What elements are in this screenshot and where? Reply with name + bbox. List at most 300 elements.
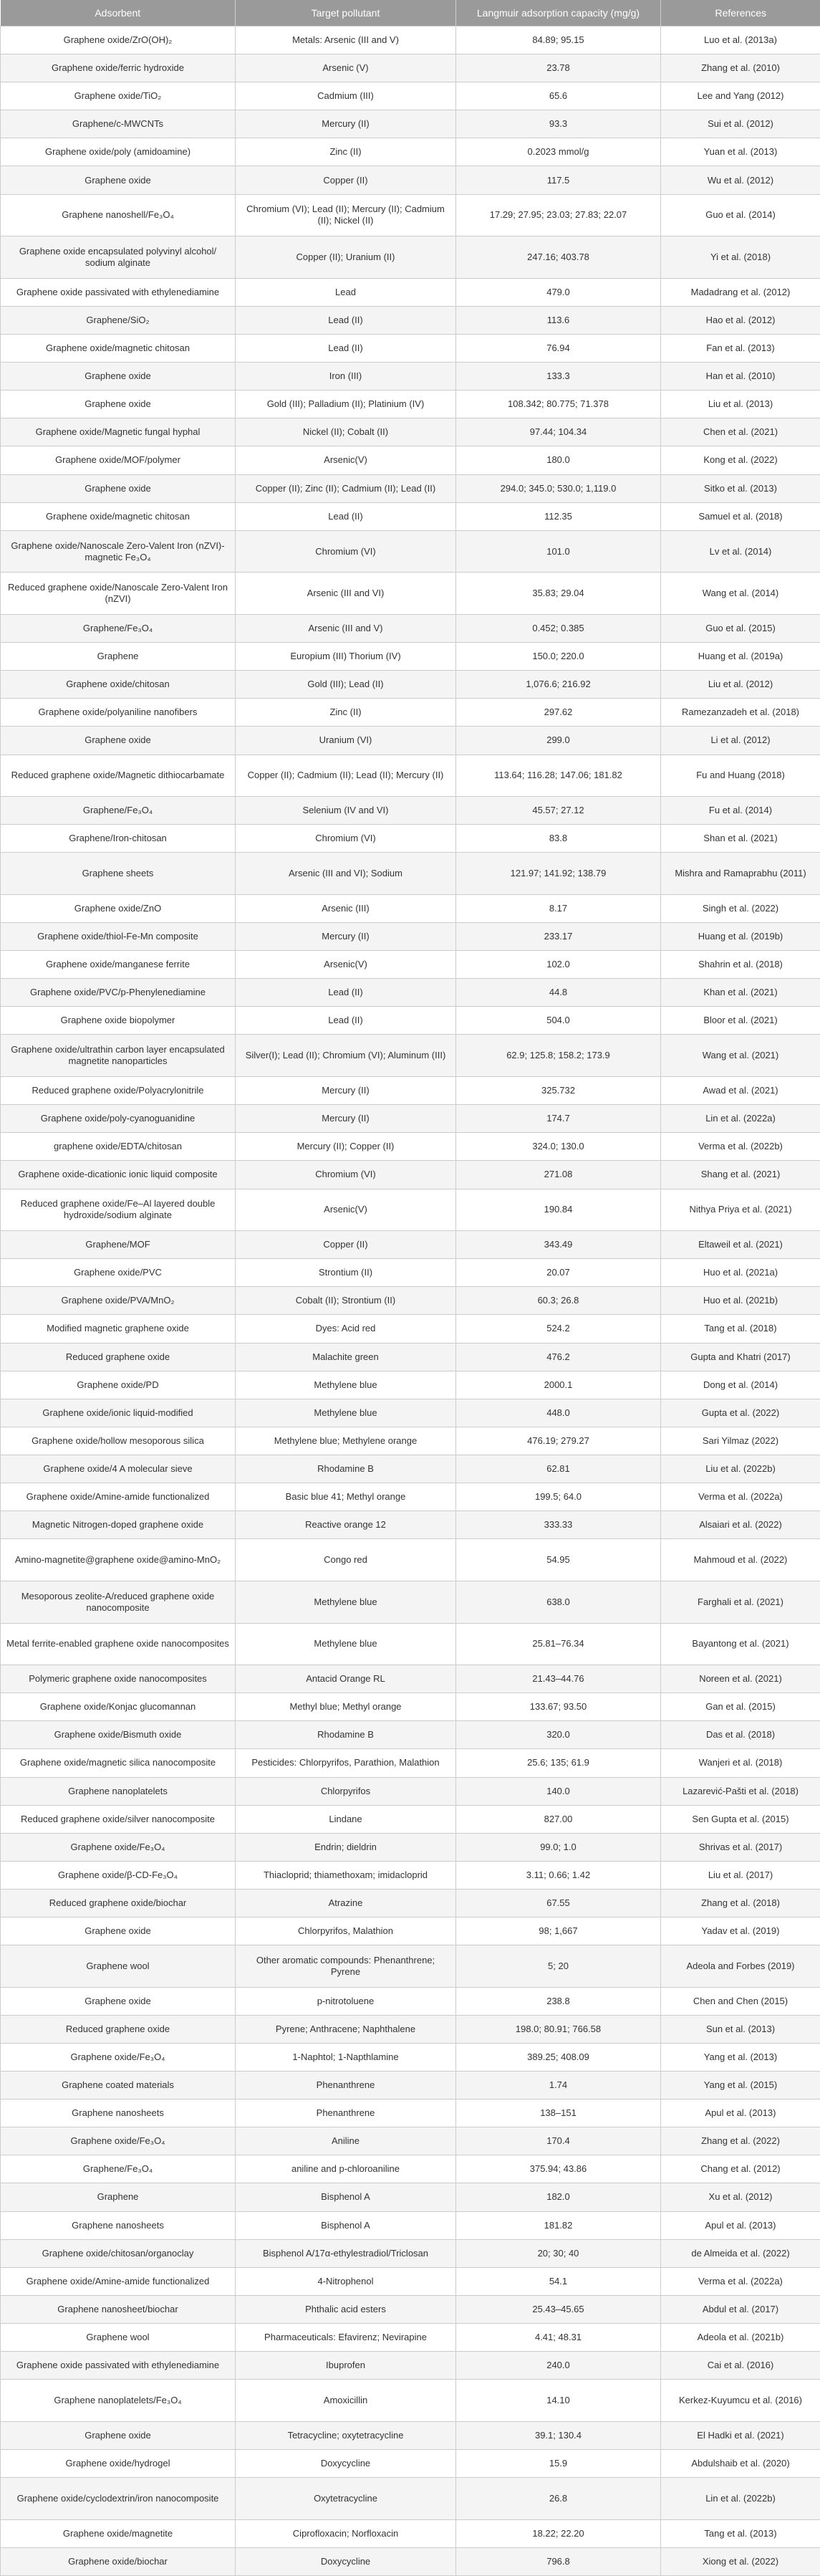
cell-adsorbent: Reduced graphene oxide/silver nanocomposite	[1, 1805, 236, 1833]
cell-reference: Samuel et al. (2018)	[661, 502, 820, 530]
cell-reference: Xu et al. (2012)	[661, 2183, 820, 2211]
table-row	[1, 363, 820, 391]
table-row	[1, 1161, 820, 1189]
cell-adsorbent: Graphene oxide-dicationic ionic liquid composite	[1, 1161, 236, 1189]
cell-target-pollutant: Lead (II)	[236, 335, 456, 363]
cell-adsorbent: Graphene coated materials	[1, 2072, 236, 2099]
cell-target-pollutant: Ibuprofen	[236, 2351, 456, 2379]
cell-adsorbent: Graphene/Fe₃O₄	[1, 2155, 236, 2183]
table-row	[1, 2421, 820, 2449]
cell-adsorbent: Graphene oxide/magnetite	[1, 2519, 236, 2547]
cell-target-pollutant: Arsenic (III and VI); Sodium	[236, 853, 456, 895]
cell-adsorbent: Graphene oxide/PVC	[1, 1259, 236, 1287]
cell-reference: Eltaweil et al. (2021)	[661, 1231, 820, 1259]
cell-target-pollutant: Basic blue 41; Methyl orange	[236, 1483, 456, 1511]
cell-reference: Abdulshaib et al. (2020)	[661, 2449, 820, 2477]
cell-capacity: 796.8	[456, 2547, 661, 2575]
cell-adsorbent: Graphene oxide/Nanoscale Zero-Valent Iron (nZVI)-magnetic Fe₃O₄	[1, 530, 236, 573]
cell-adsorbent: Graphene/SiO₂	[1, 306, 236, 334]
cell-target-pollutant: Metals: Arsenic (III and V)	[236, 27, 456, 54]
cell-reference: Huang et al. (2019b)	[661, 923, 820, 951]
cell-adsorbent: Graphene	[1, 643, 236, 671]
cell-reference: Huo et al. (2021a)	[661, 1259, 820, 1287]
table-row	[1, 194, 820, 236]
table-row	[1, 1371, 820, 1399]
cell-capacity: 54.1	[456, 2267, 661, 2295]
cell-capacity: 0.452; 0.385	[456, 615, 661, 643]
cell-capacity: 325.732	[456, 1077, 661, 1105]
cell-capacity: 181.82	[456, 2211, 661, 2239]
cell-adsorbent: Graphene oxide/Magnetic fungal hyphal	[1, 418, 236, 446]
cell-adsorbent: Graphene nanoshell/Fe₃O₄	[1, 194, 236, 236]
table-row	[1, 1889, 820, 1917]
cell-target-pollutant: Doxycycline	[236, 2449, 456, 2477]
table-row	[1, 825, 820, 853]
cell-target-pollutant: Arsenic (III and V)	[236, 615, 456, 643]
cell-reference: Shahrin et al. (2018)	[661, 951, 820, 979]
cell-adsorbent: Graphene oxide passivated with ethylenediamine	[1, 2351, 236, 2379]
cell-adsorbent: Graphene oxide	[1, 727, 236, 755]
cell-reference: Mishra and Ramaprabhu (2011)	[661, 853, 820, 895]
cell-target-pollutant: Bisphenol A	[236, 2183, 456, 2211]
cell-adsorbent: Graphene oxide/ZrO(OH)₂	[1, 27, 236, 54]
cell-target-pollutant: Cobalt (II); Strontium (II)	[236, 1287, 456, 1315]
cell-capacity: 39.1; 130.4	[456, 2421, 661, 2449]
table-row	[1, 1917, 820, 1945]
table-row	[1, 1623, 820, 1665]
table-row	[1, 391, 820, 418]
cell-reference: Apul et al. (2013)	[661, 2211, 820, 2239]
cell-target-pollutant: Pharmaceuticals: Efavirenz; Nevirapine	[236, 2323, 456, 2351]
cell-capacity: 102.0	[456, 951, 661, 979]
cell-capacity: 170.4	[456, 2127, 661, 2155]
cell-adsorbent: Graphene oxide/Fe₃O₄	[1, 2043, 236, 2071]
table-row	[1, 418, 820, 446]
table-row	[1, 1133, 820, 1161]
table-row	[1, 1231, 820, 1259]
cell-adsorbent: Graphene oxide/Fe₃O₄	[1, 2127, 236, 2155]
cell-adsorbent: Reduced graphene oxide/Magnetic dithiocarbamate	[1, 755, 236, 797]
cell-adsorbent: Graphene oxide/ZnO	[1, 895, 236, 923]
cell-adsorbent: Graphene oxide encapsulated polyvinyl alcohol/ sodium alginate	[1, 236, 236, 279]
cell-reference: Wanjeri et al. (2018)	[661, 1749, 820, 1777]
cell-target-pollutant: Arsenic(V)	[236, 446, 456, 474]
cell-capacity: 271.08	[456, 1161, 661, 1189]
cell-capacity: 0.2023 mmol/g	[456, 138, 661, 166]
cell-target-pollutant: 4-Nitrophenol	[236, 2267, 456, 2295]
cell-capacity: 190.84	[456, 1189, 661, 1231]
table-row	[1, 1343, 820, 1371]
cell-adsorbent: Graphene oxide	[1, 1987, 236, 2015]
cell-target-pollutant: Congo red	[236, 1539, 456, 1581]
cell-reference: Sari Yilmaz (2022)	[661, 1427, 820, 1455]
table-row	[1, 2043, 820, 2071]
cell-target-pollutant: Dyes: Acid red	[236, 1315, 456, 1343]
cell-capacity: 4.41; 48.31	[456, 2323, 661, 2351]
cell-capacity: 23.78	[456, 54, 661, 82]
cell-target-pollutant: Other aromatic compounds: Phenanthrene; Pyrene	[236, 1945, 456, 1988]
table-row	[1, 27, 820, 54]
cell-adsorbent: Graphene oxide/β-CD-Fe₃O₄	[1, 1861, 236, 1889]
cell-target-pollutant: Copper (II)	[236, 1231, 456, 1259]
cell-adsorbent: Graphene	[1, 2183, 236, 2211]
cell-reference: Fan et al. (2013)	[661, 335, 820, 363]
cell-target-pollutant: Bisphenol A	[236, 2211, 456, 2239]
cell-reference: Kong et al. (2022)	[661, 446, 820, 474]
cell-reference: Shrivas et al. (2017)	[661, 1833, 820, 1861]
table-row	[1, 1077, 820, 1105]
cell-reference: Bloor et al. (2021)	[661, 1007, 820, 1035]
cell-reference: Gupta et al. (2022)	[661, 1399, 820, 1427]
cell-reference: Shan et al. (2021)	[661, 825, 820, 853]
cell-capacity: 1.74	[456, 2072, 661, 2099]
cell-capacity: 113.64; 116.28; 147.06; 181.82	[456, 755, 661, 797]
cell-adsorbent: Metal ferrite-enabled graphene oxide nanocomposites	[1, 1623, 236, 1665]
cell-reference: Liu et al. (2012)	[661, 671, 820, 699]
cell-capacity: 198.0; 80.91; 766.58	[456, 2015, 661, 2043]
cell-reference: Xiong et al. (2022)	[661, 2547, 820, 2575]
cell-capacity: 199.5; 64.0	[456, 1483, 661, 1511]
cell-reference: Hao et al. (2012)	[661, 306, 820, 334]
cell-adsorbent: Graphene oxide/chitosan/organoclay	[1, 2239, 236, 2267]
cell-adsorbent: Graphene oxide	[1, 363, 236, 391]
table-row	[1, 2295, 820, 2323]
cell-target-pollutant: Arsenic(V)	[236, 951, 456, 979]
cell-target-pollutant: 1-Naphtol; 1-Napthlamine	[236, 2043, 456, 2071]
table-row	[1, 2519, 820, 2547]
cell-adsorbent: Modified magnetic graphene oxide	[1, 1315, 236, 1343]
cell-target-pollutant: Lead (II)	[236, 1007, 456, 1035]
cell-target-pollutant: Iron (III)	[236, 363, 456, 391]
cell-target-pollutant: Gold (III); Lead (II)	[236, 671, 456, 699]
table-row	[1, 895, 820, 923]
table-row	[1, 1483, 820, 1511]
cell-target-pollutant: Doxycycline	[236, 2547, 456, 2575]
cell-reference: Sen Gupta et al. (2015)	[661, 1805, 820, 1833]
cell-adsorbent: Graphene nanosheets	[1, 2099, 236, 2127]
header-references: References	[661, 0, 820, 27]
table-row	[1, 2155, 820, 2183]
cell-target-pollutant: Pesticides: Chlorpyrifos, Parathion, Malathion	[236, 1749, 456, 1777]
cell-capacity: 98; 1,667	[456, 1917, 661, 1945]
cell-reference: Huo et al. (2021b)	[661, 1287, 820, 1315]
cell-reference: Lee and Yang (2012)	[661, 82, 820, 110]
table-row	[1, 2449, 820, 2477]
cell-target-pollutant: Arsenic (III and VI)	[236, 573, 456, 615]
table-row	[1, 1945, 820, 1988]
cell-target-pollutant: Reactive orange 12	[236, 1511, 456, 1539]
cell-capacity: 76.94	[456, 335, 661, 363]
cell-adsorbent: Graphene oxide/MOF/polymer	[1, 446, 236, 474]
cell-adsorbent: Graphene oxide/polyaniline nanofibers	[1, 699, 236, 727]
table-row	[1, 797, 820, 825]
cell-adsorbent: Graphene oxide/magnetic chitosan	[1, 335, 236, 363]
cell-reference: Verma et al. (2022b)	[661, 1133, 820, 1161]
cell-capacity: 476.2	[456, 1343, 661, 1371]
cell-adsorbent: Graphene oxide/ionic liquid-modified	[1, 1399, 236, 1427]
cell-reference: Mahmoud et al. (2022)	[661, 1539, 820, 1581]
cell-capacity: 133.3	[456, 363, 661, 391]
cell-target-pollutant: Copper (II); Uranium (II)	[236, 236, 456, 279]
cell-adsorbent: Reduced graphene oxide/biochar	[1, 1889, 236, 1917]
cell-target-pollutant: Gold (III); Palladium (II); Platinium (IV)	[236, 391, 456, 418]
cell-target-pollutant: Uranium (VI)	[236, 727, 456, 755]
table-row	[1, 755, 820, 797]
cell-reference: Dong et al. (2014)	[661, 1371, 820, 1399]
cell-adsorbent: Graphene oxide/ultrathin carbon layer encapsulated magnetite nanoparticles	[1, 1035, 236, 1077]
cell-capacity: 504.0	[456, 1007, 661, 1035]
cell-capacity: 233.17	[456, 923, 661, 951]
table-row	[1, 110, 820, 138]
cell-target-pollutant: Methyl blue; Methyl orange	[236, 1693, 456, 1721]
cell-adsorbent: Graphene oxide	[1, 2421, 236, 2449]
cell-adsorbent: Reduced graphene oxide/Nanoscale Zero-Valent Iron (nZVI)	[1, 573, 236, 615]
cell-capacity: 138–151	[456, 2099, 661, 2127]
cell-capacity: 54.95	[456, 1539, 661, 1581]
table-row	[1, 1749, 820, 1777]
table-row	[1, 2127, 820, 2155]
header-row	[1, 0, 820, 27]
table-row	[1, 236, 820, 279]
cell-target-pollutant: p-nitrotoluene	[236, 1987, 456, 2015]
table-row	[1, 1805, 820, 1833]
cell-adsorbent: Graphene oxide	[1, 391, 236, 418]
cell-target-pollutant: Methylene blue	[236, 1581, 456, 1623]
cell-target-pollutant: Methylene blue	[236, 1371, 456, 1399]
cell-target-pollutant: Aniline	[236, 2127, 456, 2155]
cell-reference: Zhang et al. (2018)	[661, 1889, 820, 1917]
table-row	[1, 446, 820, 474]
cell-target-pollutant: Cadmium (III)	[236, 82, 456, 110]
cell-adsorbent: Graphene oxide/biochar	[1, 2547, 236, 2575]
table-row	[1, 1833, 820, 1861]
cell-target-pollutant: Tetracycline; oxytetracycline	[236, 2421, 456, 2449]
cell-capacity: 2000.1	[456, 1371, 661, 1399]
cell-adsorbent: Graphene oxide/Bismuth oxide	[1, 1721, 236, 1749]
cell-target-pollutant: Europium (III) Thorium (IV)	[236, 643, 456, 671]
cell-reference: Kerkez-Kuyumcu et al. (2016)	[661, 2380, 820, 2422]
cell-capacity: 113.6	[456, 306, 661, 334]
cell-reference: Yadav et al. (2019)	[661, 1917, 820, 1945]
table-row	[1, 1861, 820, 1889]
table-row	[1, 979, 820, 1007]
cell-reference: Gan et al. (2015)	[661, 1693, 820, 1721]
cell-reference: Wang et al. (2014)	[661, 573, 820, 615]
cell-capacity: 140.0	[456, 1777, 661, 1805]
table-row	[1, 278, 820, 306]
table-row	[1, 1427, 820, 1455]
cell-adsorbent: Magnetic Nitrogen-doped graphene oxide	[1, 1511, 236, 1539]
cell-capacity: 150.0; 220.0	[456, 643, 661, 671]
table-row	[1, 1315, 820, 1343]
cell-adsorbent: Graphene/Iron-chitosan	[1, 825, 236, 853]
cell-reference: Alsaiari et al. (2022)	[661, 1511, 820, 1539]
cell-capacity: 121.97; 141.92; 138.79	[456, 853, 661, 895]
table-row	[1, 2072, 820, 2099]
cell-target-pollutant: Chromium (VI); Lead (II); Mercury (II); Cadmium (II); Nickel (II)	[236, 194, 456, 236]
table-row	[1, 2183, 820, 2211]
cell-target-pollutant: Methylene blue; Methylene orange	[236, 1427, 456, 1455]
cell-reference: Verma et al. (2022a)	[661, 1483, 820, 1511]
cell-capacity: 21.43–44.76	[456, 1665, 661, 1693]
cell-capacity: 44.8	[456, 979, 661, 1007]
table-row	[1, 1287, 820, 1315]
cell-target-pollutant: Nickel (II); Cobalt (II)	[236, 418, 456, 446]
table-row	[1, 671, 820, 699]
cell-reference: Yang et al. (2013)	[661, 2043, 820, 2071]
cell-adsorbent: Graphene sheets	[1, 853, 236, 895]
table-row	[1, 166, 820, 194]
cell-target-pollutant: Lead	[236, 278, 456, 306]
cell-reference: El Hadki et al. (2021)	[661, 2421, 820, 2449]
cell-capacity: 25.43–45.65	[456, 2295, 661, 2323]
cell-target-pollutant: Atrazine	[236, 1889, 456, 1917]
table-row	[1, 853, 820, 895]
cell-capacity: 26.8	[456, 2477, 661, 2519]
table-row	[1, 1259, 820, 1287]
cell-reference: Adeola and Forbes (2019)	[661, 1945, 820, 1988]
header-adsorbent: Adsorbent	[1, 0, 236, 27]
cell-adsorbent: Graphene nanoplatelets/Fe₃O₄	[1, 2380, 236, 2422]
cell-capacity: 60.3; 26.8	[456, 1287, 661, 1315]
cell-reference: Wu et al. (2012)	[661, 166, 820, 194]
cell-adsorbent: Graphene/c-MWCNTs	[1, 110, 236, 138]
table-row	[1, 2267, 820, 2295]
cell-capacity: 182.0	[456, 2183, 661, 2211]
table-row	[1, 573, 820, 615]
cell-target-pollutant: Phthalic acid esters	[236, 2295, 456, 2323]
cell-target-pollutant: Silver(I); Lead (II); Chromium (VI); Aluminum (III)	[236, 1035, 456, 1077]
cell-target-pollutant: Bisphenol A/17α-ethylestradiol/Triclosan	[236, 2239, 456, 2267]
cell-target-pollutant: Copper (II); Cadmium (II); Lead (II); Mercury (II)	[236, 755, 456, 797]
cell-adsorbent: Graphene oxide/hydrogel	[1, 2449, 236, 2477]
cell-target-pollutant: Zinc (II)	[236, 699, 456, 727]
table-row	[1, 1693, 820, 1721]
cell-capacity: 375.94; 43.86	[456, 2155, 661, 2183]
cell-capacity: 101.0	[456, 530, 661, 573]
cell-capacity: 247.16; 403.78	[456, 236, 661, 279]
cell-reference: Luo et al. (2013a)	[661, 27, 820, 54]
cell-target-pollutant: Methylene blue	[236, 1399, 456, 1427]
cell-target-pollutant: Chromium (VI)	[236, 1161, 456, 1189]
cell-adsorbent: Graphene oxide/Amine-amide functionalized	[1, 1483, 236, 1511]
cell-adsorbent: Graphene nanoplatelets	[1, 1777, 236, 1805]
table-row	[1, 2380, 820, 2422]
cell-capacity: 294.0; 345.0; 530.0; 1,119.0	[456, 474, 661, 502]
cell-adsorbent: Graphene oxide	[1, 1917, 236, 1945]
cell-adsorbent: Reduced graphene oxide	[1, 1343, 236, 1371]
cell-reference: Singh et al. (2022)	[661, 895, 820, 923]
cell-reference: Nithya Priya et al. (2021)	[661, 1189, 820, 1231]
cell-capacity: 25.6; 135; 61.9	[456, 1749, 661, 1777]
table-row	[1, 335, 820, 363]
cell-reference: Chen and Chen (2015)	[661, 1987, 820, 2015]
cell-capacity: 638.0	[456, 1581, 661, 1623]
cell-capacity: 133.67; 93.50	[456, 1693, 661, 1721]
cell-capacity: 827.00	[456, 1805, 661, 1833]
cell-reference: de Almeida et al. (2022)	[661, 2239, 820, 2267]
cell-reference: Liu et al. (2022b)	[661, 1455, 820, 1483]
table-row	[1, 1777, 820, 1805]
cell-target-pollutant: aniline and p-chloroaniline	[236, 2155, 456, 2183]
cell-adsorbent: Graphene oxide/chitosan	[1, 671, 236, 699]
cell-reference: Sitko et al. (2013)	[661, 474, 820, 502]
cell-adsorbent: Graphene/MOF	[1, 1231, 236, 1259]
table-row	[1, 615, 820, 643]
cell-capacity: 14.10	[456, 2380, 661, 2422]
cell-adsorbent: Graphene oxide/TiO₂	[1, 82, 236, 110]
cell-target-pollutant: Lead (II)	[236, 306, 456, 334]
table-row	[1, 138, 820, 166]
cell-capacity: 83.8	[456, 825, 661, 853]
cell-reference: Liu et al. (2017)	[661, 1861, 820, 1889]
cell-adsorbent: Reduced graphene oxide/Polyacrylonitrile	[1, 1077, 236, 1105]
cell-capacity: 15.9	[456, 2449, 661, 2477]
cell-reference: Madadrang et al. (2012)	[661, 278, 820, 306]
table-row	[1, 1455, 820, 1483]
table-row	[1, 2477, 820, 2519]
cell-target-pollutant: Mercury (II)	[236, 1077, 456, 1105]
cell-reference: Apul et al. (2013)	[661, 2099, 820, 2127]
cell-target-pollutant: Chlorpyrifos, Malathion	[236, 1917, 456, 1945]
cell-reference: Zhang et al. (2010)	[661, 54, 820, 82]
cell-adsorbent: Graphene nanosheets	[1, 2211, 236, 2239]
cell-capacity: 3.11; 0.66; 1.42	[456, 1861, 661, 1889]
cell-target-pollutant: Rhodamine B	[236, 1455, 456, 1483]
cell-adsorbent: Graphene oxide/poly-cyanoguanidine	[1, 1105, 236, 1133]
cell-reference: Lin et al. (2022a)	[661, 1105, 820, 1133]
cell-capacity: 320.0	[456, 1721, 661, 1749]
cell-target-pollutant: Mercury (II)	[236, 1105, 456, 1133]
cell-target-pollutant: Malachite green	[236, 1343, 456, 1371]
cell-target-pollutant: Lead (II)	[236, 979, 456, 1007]
cell-target-pollutant: Lindane	[236, 1805, 456, 1833]
cell-capacity: 1,076.6; 216.92	[456, 671, 661, 699]
cell-target-pollutant: Arsenic (III)	[236, 895, 456, 923]
cell-target-pollutant: Phenanthrene	[236, 2072, 456, 2099]
cell-adsorbent: graphene oxide/EDTA/chitosan	[1, 1133, 236, 1161]
table-row	[1, 474, 820, 502]
cell-adsorbent: Graphene oxide/cyclodextrin/iron nanocomposite	[1, 2477, 236, 2519]
cell-reference: Huang et al. (2019a)	[661, 643, 820, 671]
cell-capacity: 333.33	[456, 1511, 661, 1539]
cell-target-pollutant: Mercury (II)	[236, 923, 456, 951]
cell-capacity: 297.62	[456, 699, 661, 727]
cell-target-pollutant: Amoxicillin	[236, 2380, 456, 2422]
cell-target-pollutant: Chromium (VI)	[236, 530, 456, 573]
cell-capacity: 25.81–76.34	[456, 1623, 661, 1665]
cell-capacity: 240.0	[456, 2351, 661, 2379]
cell-adsorbent: Graphene wool	[1, 1945, 236, 1988]
table-row	[1, 54, 820, 82]
table-row	[1, 1721, 820, 1749]
cell-reference: Sui et al. (2012)	[661, 110, 820, 138]
cell-reference: Wang et al. (2021)	[661, 1035, 820, 1077]
cell-capacity: 18.22; 22.20	[456, 2519, 661, 2547]
cell-reference: Guo et al. (2014)	[661, 194, 820, 236]
cell-capacity: 8.17	[456, 895, 661, 923]
cell-target-pollutant: Mercury (II); Copper (II)	[236, 1133, 456, 1161]
cell-reference: Sun et al. (2013)	[661, 2015, 820, 2043]
cell-reference: Tang et al. (2018)	[661, 1315, 820, 1343]
cell-reference: Tang et al. (2013)	[661, 2519, 820, 2547]
cell-adsorbent: Graphene/Fe₃O₄	[1, 615, 236, 643]
cell-reference: Liu et al. (2013)	[661, 391, 820, 418]
cell-adsorbent: Graphene oxide/Konjac glucomannan	[1, 1693, 236, 1721]
cell-capacity: 448.0	[456, 1399, 661, 1427]
table-row	[1, 2211, 820, 2239]
cell-target-pollutant: Rhodamine B	[236, 1721, 456, 1749]
